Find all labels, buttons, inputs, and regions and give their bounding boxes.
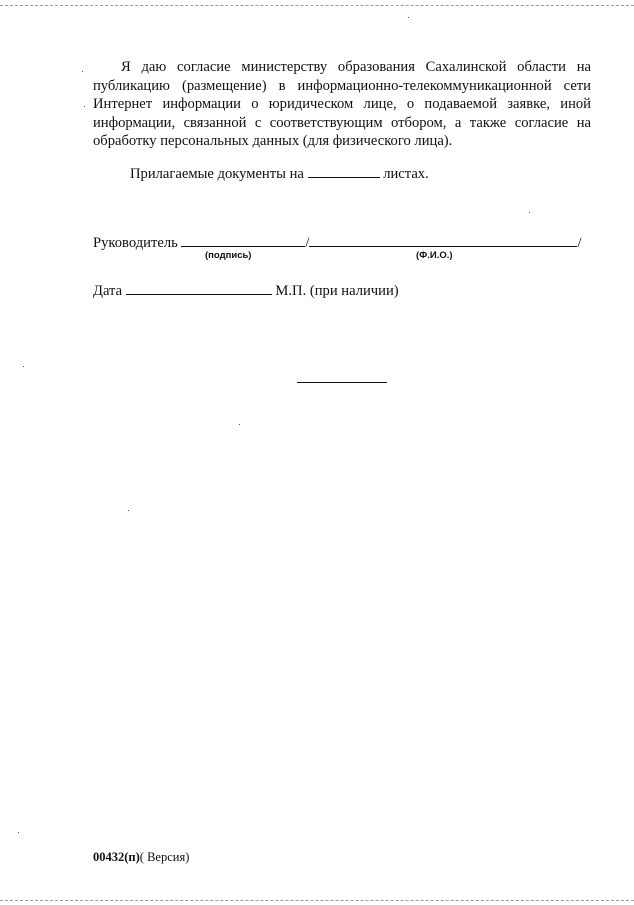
end-of-document-rule <box>297 382 387 383</box>
stamp-label: М.П. (при наличии) <box>275 283 399 299</box>
signature-separator-end: / <box>577 235 582 251</box>
document-footer <box>93 850 189 865</box>
signature-caption: (подпись) <box>205 250 252 261</box>
scan-speck <box>18 832 19 833</box>
signature-label: Руководитель <box>93 235 178 251</box>
attached-documents-prefix: Прилагаемые документы на <box>130 166 304 182</box>
full-name-field[interactable] <box>309 232 577 247</box>
attached-documents-suffix: листах. <box>383 166 429 182</box>
signature-separator: / <box>305 235 310 251</box>
scan-speck <box>23 366 24 367</box>
scan-speck <box>84 106 85 107</box>
scan-edge-bottom <box>0 900 634 902</box>
document-code: 00432(п) <box>93 850 140 864</box>
date-field[interactable] <box>126 280 272 295</box>
signature-line <box>93 232 582 252</box>
consent-paragraph: Я даю согласие министерству образования Сахалинской области на публикацию (размещение) в информационно-телекоммуникационной сети Интернет информации о юридическом лице, о подаваемой заявке, иной информации, связанной с соответствующим отбором, а также согласие на обработку персональных данных (для физического лица). <box>93 59 591 150</box>
scan-speck <box>128 510 129 511</box>
scan-edge-top <box>0 5 634 7</box>
signature-field[interactable] <box>181 232 305 247</box>
date-label: Дата <box>93 283 123 299</box>
scan-speck <box>529 212 530 213</box>
scan-speck <box>239 424 240 425</box>
date-line <box>93 280 399 300</box>
document-version: ( Версия) <box>139 850 190 864</box>
scan-speck <box>82 71 83 72</box>
full-name-caption: (Ф.И.О.) <box>416 250 453 261</box>
sheet-count-field[interactable] <box>308 163 380 178</box>
scan-speck <box>408 17 409 18</box>
attached-documents-line <box>130 163 429 183</box>
